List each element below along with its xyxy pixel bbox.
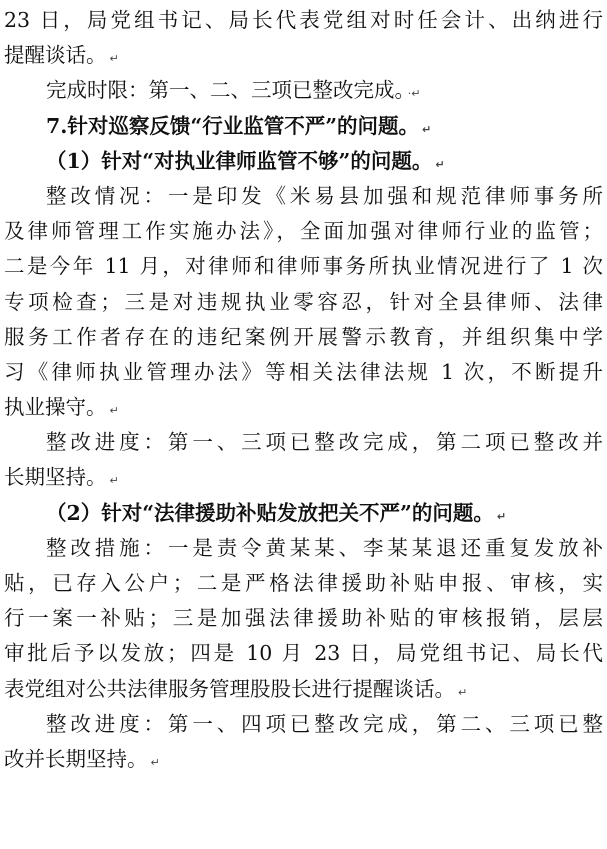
line-text: 整改情况：一是印发《米易县加强和规范律师事务所: [46, 183, 603, 208]
line-text: 表党组对公共法律服务管理股股长进行提醒谈话。: [4, 676, 455, 701]
paragraph-line: [4, 636, 603, 671]
line-text: 23 日，局党组书记、局长代表党组对时任会计、出纳进行: [4, 8, 603, 32]
line-text: 7.针对巡察反馈“行业监管不严”的问题。: [46, 113, 419, 138]
section-heading-line: [4, 144, 603, 179]
line-text: 长期坚持。: [4, 465, 107, 490]
line-text: （2）针对“法律援助补贴发放把关不严”的问题。: [46, 500, 494, 525]
line-text: 审批后予以发放；四是 10 月 23 日，局党组书记、局长代: [4, 641, 603, 666]
line-text: 整改措施：一是责令黄某某、李某某退还重复发放补: [46, 535, 603, 560]
paragraph-line: [4, 601, 603, 636]
paragraph-line: [4, 38, 603, 73]
paragraph-mark-icon: ·↵: [407, 87, 421, 101]
paragraph-mark-icon: ↵: [150, 755, 160, 769]
paragraph-mark-icon: ↵: [421, 122, 432, 136]
paragraph-line: [4, 460, 603, 495]
line-text: 改并长期坚持。: [4, 746, 148, 771]
paragraph-mark-icon: ↵: [109, 404, 119, 418]
paragraph-line: [4, 214, 603, 249]
paragraph-mark-icon: ↵: [109, 474, 119, 488]
line-text: 执业操守。: [4, 395, 107, 420]
paragraph-line: [4, 285, 603, 320]
paragraph-line: [4, 3, 603, 38]
line-text: 贴，已存入公户；二是严格法律援助补贴申报、审核，实: [4, 571, 603, 595]
paragraph-line: [4, 672, 603, 707]
paragraph-line: [4, 531, 603, 566]
paragraph-line: [4, 566, 603, 601]
paragraph-line: [4, 73, 603, 108]
paragraph-mark-icon: ↵: [458, 685, 468, 699]
line-text: 专项检查；三是对违规执业零容忍，针对全县律师、法律: [4, 289, 603, 314]
paragraph-line: [4, 320, 603, 355]
paragraph-line: [4, 179, 603, 214]
line-text: 整改进度：第一、三项已整改完成，第二项已整改并: [46, 430, 603, 455]
line-text: （1）针对“对执业律师监管不够”的问题。: [46, 148, 433, 173]
paragraph-mark-icon: ↵: [496, 509, 507, 523]
paragraph-line: [4, 390, 603, 425]
paragraph-line: [4, 249, 603, 284]
section-heading-line: [4, 496, 603, 531]
paragraph-line: [4, 707, 603, 742]
section-heading-line: [4, 109, 603, 144]
paragraph-line: [4, 425, 603, 460]
paragraph-line: [4, 742, 603, 777]
line-text: 提醒谈话。: [4, 43, 107, 68]
line-text: 行一案一补贴；三是加强法律援助补贴的审核报销，层层: [4, 606, 603, 631]
line-text: 整改进度：第一、四项已整改完成，第二、三项已整: [46, 711, 603, 736]
line-text: 服务工作者存在的违纪案例开展警示教育，并组织集中学: [4, 324, 603, 349]
line-text: 习《律师执业管理办法》等相关法律法规 1 次，不断提升: [4, 359, 603, 384]
document-body: [4, 3, 603, 777]
paragraph-mark-icon: ↵: [435, 157, 445, 171]
paragraph-mark-icon: ↵: [109, 52, 119, 66]
paragraph-line: [4, 355, 603, 390]
line-text: 及律师管理工作实施办法》，全面加强对律师行业的监管；: [4, 219, 603, 244]
line-text: 完成时限：第一、二、三项已整改完成。: [46, 78, 405, 103]
line-text: 二是今年 11 月，对律师和律师事务所执业情况进行了 1 次: [4, 254, 603, 279]
